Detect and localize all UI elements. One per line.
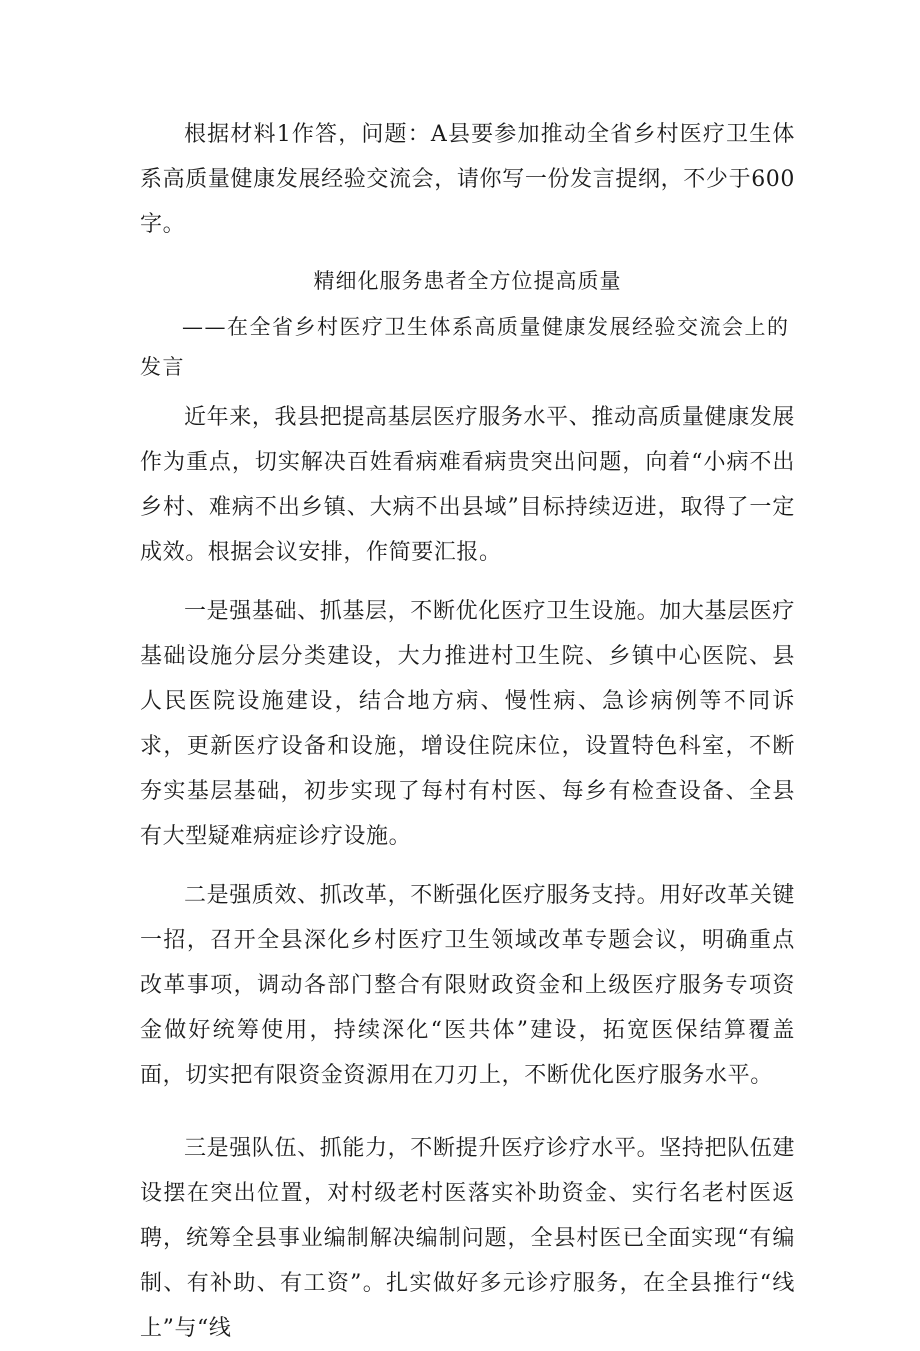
paragraph-point-three: 三是强队伍、抓能力，不断提升医疗诊疗水平。坚持把队伍建设摆在突出位置，对村级老村医落实补助资金、实行名老村医返聘，统筹全县事业编制解决编制问题，全县村医已全面实现“有编制、有补助、有工资”。扎实做好多元诊疗服务，在全县推行“线上”与“线 <box>140 1136 795 1341</box>
question-prompt: 根据材料1作答，问题：A县要参加推动全省乡村医疗卫生体系高质量健康发展经验交流会，请你写一份发言提纲，不少于600字。 <box>140 122 795 237</box>
speech-subtitle: ——在全省乡村医疗卫生体系高质量健康发展经验交流会上的发言 <box>140 315 790 379</box>
paragraph-point-one: 一是强基础、抓基层，不断优化医疗卫生设施。加大基层医疗基础设施分层分类建设，大力推进村卫生院、乡镇中心医院、县人民医院设施建设，结合地方病、慢性病、急诊病例等不同诉求，更新医疗设备和设施，增设住院床位，设置特色科室，不断夯实基层基础，初步实现了每村有村医、每乡有检查设备、全县有大型疑难病症诊疗设施。 <box>140 599 795 849</box>
paragraph-intro: 近年来，我县把提高基层医疗服务水平、推动高质量健康发展作为重点，切实解决百姓看病难看病贵突出问题，向着“小病不出乡村、难病不出乡镇、大病不出县域”目标持续迈进，取得了一定成效。根据会议安排，作简要汇报。 <box>140 405 795 565</box>
paragraph-point-two: 二是强质效、抓改革，不断强化医疗服务支持。用好改革关键一招，召开全县深化乡村医疗卫生领域改革专题会议，明确重点改革事项，调动各部门整合有限财政资金和上级医疗服务专项资金做好统筹使用，持续深化“医共体”建设，拓宽医保结算覆盖面，切实把有限资金资源用在刀刃上，不断优化医疗服务水平。 <box>140 883 795 1088</box>
document-page <box>140 112 795 1351</box>
speech-title: 精细化服务患者全方位提高质量 <box>313 269 622 293</box>
